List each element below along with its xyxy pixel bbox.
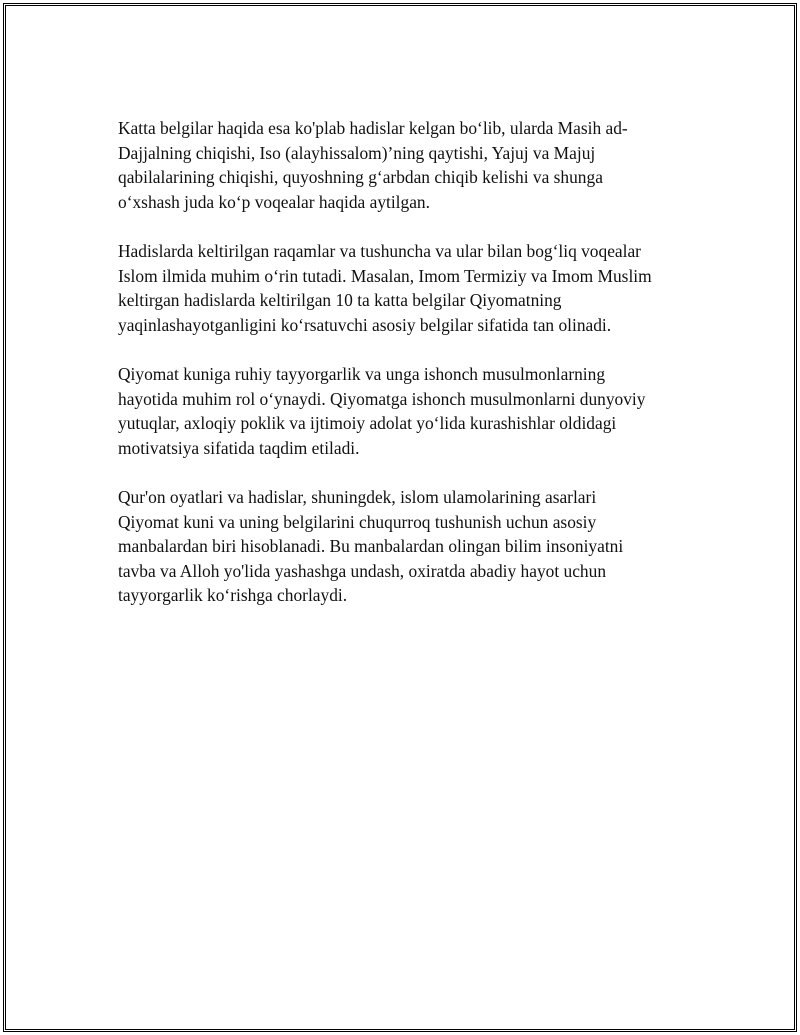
text-line: Qiyomat kuni va uning belgilarini chuqurroq tushunish uchun asosiy xyxy=(118,511,597,532)
paragraph-3 xyxy=(118,362,678,460)
text-line: Islom ilmida muhim o‘rin tutadi. Masalan, Imom Termiziy va Imom Muslim xyxy=(118,265,652,286)
text-line: Dajjalning chiqishi, Iso (alayhissalom)’ning qaytishi, Yajuj va Majuj xyxy=(118,142,596,163)
text-line: yaqinlashayotganligini ko‘rsatuvchi asosiy belgilar sifatida tan olinadi. xyxy=(118,314,612,335)
text-line: tavba va Alloh yo'lida yashashga undash, oxiratda abadiy hayot uchun xyxy=(118,560,607,581)
text-line: qabilalarining chiqishi, quyoshning g‘arbdan chiqib kelishi va shunga xyxy=(118,167,603,188)
text-line: motivatsiya sifatida taqdim etiladi. xyxy=(118,437,360,458)
text-line: Qiyomat kuniga ruhiy tayyorgarlik va unga ishonch musulmonlarning xyxy=(118,363,606,384)
text-line: Hadislarda keltirilgan raqamlar va tushuncha va ular bilan bog‘liq voqealar xyxy=(118,240,641,261)
text-line: yutuqlar, axloqiy poklik va ijtimoiy adolat yo‘lida kurashishlar oldidagi xyxy=(118,413,617,434)
text-line: Katta belgilar haqida esa ko'plab hadislar kelgan bo‘lib, ularda Masih ad- xyxy=(118,118,628,138)
text-line: keltirgan hadislarda keltirilgan 10 ta katta belgilar Qiyomatning xyxy=(118,290,562,311)
text-line: o‘xshash juda ko‘p voqealar haqida aytilgan. xyxy=(118,191,430,212)
paragraph-4 xyxy=(118,485,678,608)
text-line: hayotida muhim rol o‘ynaydi. Qiyomatga ishonch musulmonlarni dunyoviy xyxy=(118,388,646,409)
text-line: manbalardan biri hisoblanadi. Bu manbalardan olingan bilim insoniyatni xyxy=(118,536,624,557)
text-line: Qur'on oyatlari va hadislar, shuningdek, islom ulamolarining asarlari xyxy=(118,486,597,507)
paragraph-1 xyxy=(118,116,678,214)
document-body xyxy=(118,116,678,632)
paragraph-2 xyxy=(118,239,678,337)
text-line: tayyorgarlik ko‘rishga chorlaydi. xyxy=(118,585,348,606)
